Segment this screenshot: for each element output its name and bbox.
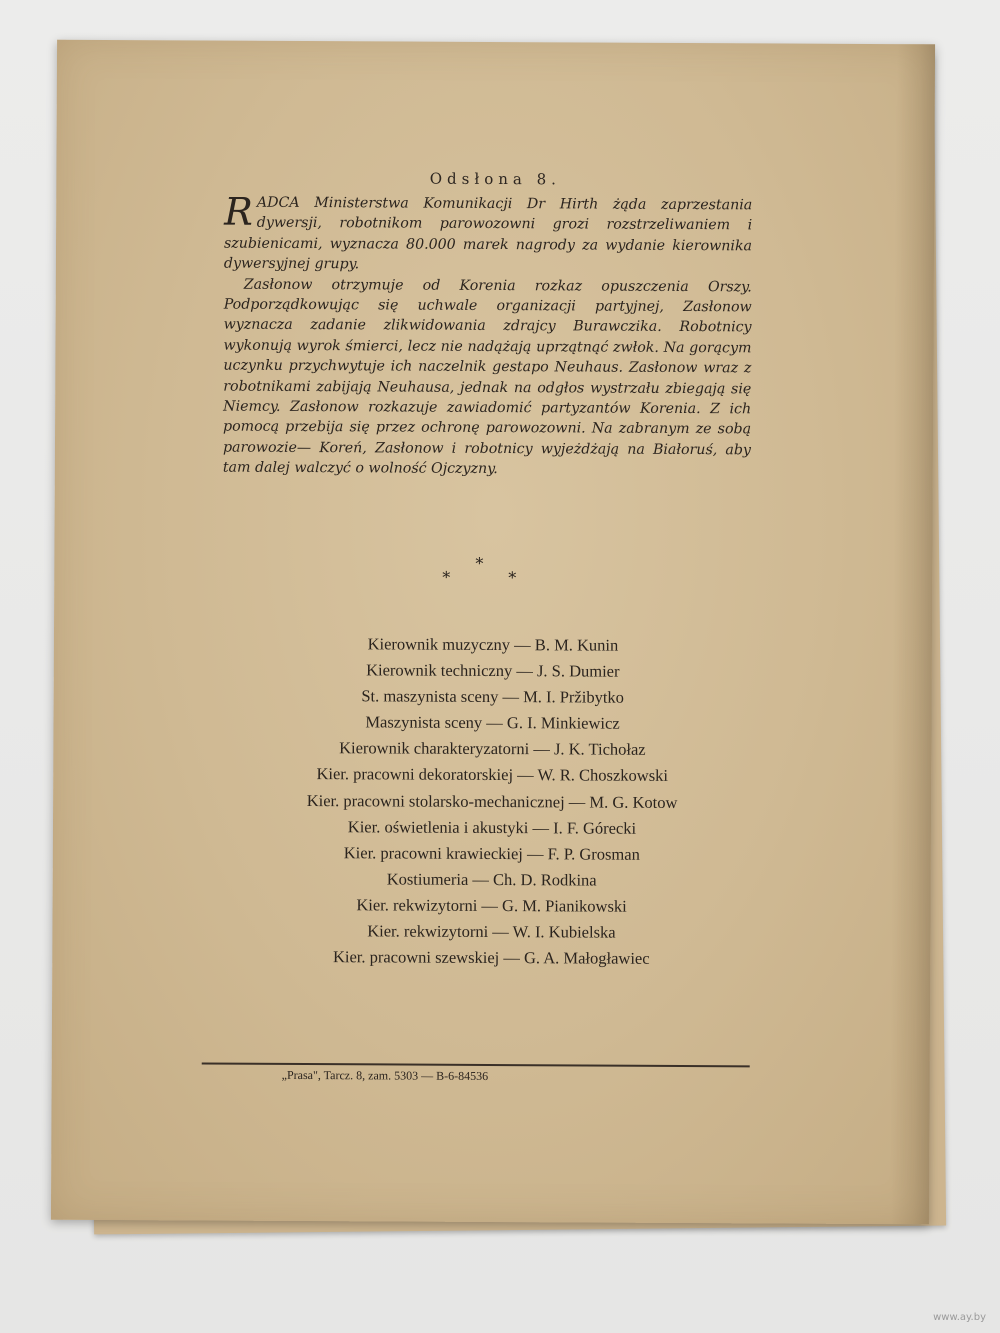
asterism-divider [54,552,932,597]
scene-synopsis [222,189,753,481]
drop-cap: R [224,189,253,234]
synopsis-paragraph-1 [223,189,753,277]
credit-line: Kier. pracowni stolarsko-mechanicznej — M. G. Kotow [306,790,678,812]
credit-line: St. maszynista sceny — M. I. Pržibytko [361,686,625,707]
asterism-star-left: * [442,567,451,587]
credit-line: Kier. rekwizytorni — G. M. Pianikowski [356,895,627,916]
credit-line: Kier. rekwizytorni — W. I. Kubielska [367,921,616,942]
credit-line: Kier. pracowni krawieckiej — F. P. Grosman [343,842,640,864]
imprint-divider [202,1062,750,1067]
site-watermark: www.ay.by [933,1312,986,1323]
asterism-star-top: * [475,553,484,573]
credit-line: Kierownik muzyczny — B. M. Kunin [367,634,619,655]
asterism-star-right: * [508,568,517,588]
scene-heading: Odsłona 8. [429,169,562,189]
credit-line: Kier. oświetlenia i akustyki — I. F. Górecki [347,816,637,838]
synopsis-paragraph-2: Zasłonow otrzymuje od Korenia rozkaz opuszczenia Orszy. Podporządkowując się uchwale organizacji partyjnej, Zasłonow wyznacza zadanie zlikwidowania zdrajcy Burawczika. Robotnicy wykonują wyrok śmierci, lecz nie nadążają uprzątnąć zwłok. Na gorącym uczynku przychwytuje ich naczelnik gestapo Neuhaus. Zasłonow wraz z robotnikami zabijają Neuhausa, jednak na odgłos wystrzału zbiegają się Niemcy. Zasłonow rozkazuje zawiadomić partyzantów Korenia. Z ich pomocą przebija się przez ochronę parowozowni. Na zabranym ze sobą parowozie— Koreń, Zasłonow i robotnicy wyjeżdżają na Białoruś, aby tam dalej walczyć o wolność Ojczyzny. [222,276,752,478]
credit-line: Kierownik techniczny — J. S. Dumier [366,660,620,681]
synopsis-paragraph-1-text: ADCA Ministerstwa Komunikacji Dr Hirth żąda zaprzestania dywersji, robotnikom parowozowni grozi rozstrzeliwaniem i szubienicami, wyznacza 80.000 marek nagrody za wydanie kierownika dywersyjnej grupy. [223,194,753,273]
credit-line: Kier. pracowni dekoratorskiej — W. R. Choszkowski [316,764,669,786]
credit-line: Kier. pracowni szewskiej — G. A. Małogławiec [332,947,650,968]
printed-page [51,40,935,1225]
credit-line: Kostiumeria — Ch. D. Rodkina [386,869,597,890]
credit-line: Maszynista sceny — G. I. Minkiewicz [365,712,620,733]
printer-imprint: „Prasa", Tarcz. 8, zam. 5303 — B-6-84536 [281,1067,489,1083]
credit-line: Kierownik charakteryzatorni — J. K. Tichołaz [339,738,646,760]
staff-credits [52,630,932,974]
